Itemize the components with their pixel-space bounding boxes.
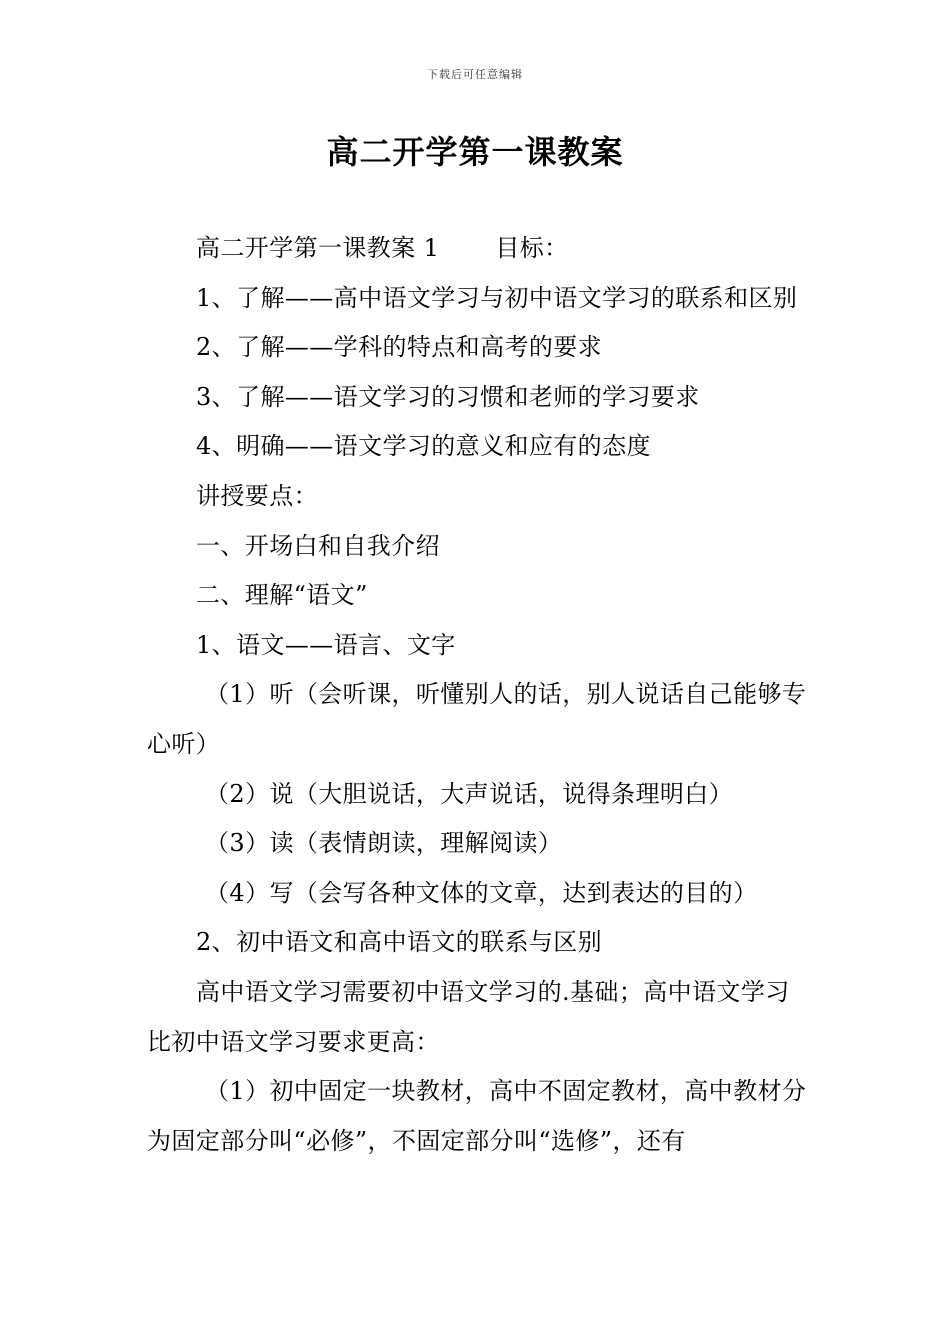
key-points-heading: 讲授要点： <box>196 481 318 510</box>
goal-item-4: 4、明确——语文学习的意义和应有的态度 <box>196 432 651 461</box>
listen-item: （1）听（会听课，听懂别人的话，别人说话自己能够专心听） <box>147 680 807 758</box>
textbook-paragraph: （1）初中固定一块教材，高中不固定教材，高中教材分为固定部分叫“必修”，不固定部分叫“选修”，还有 <box>147 1077 807 1155</box>
header-note: 下载后可任意编辑 <box>427 68 523 81</box>
subsection-2: 2、初中语文和高中语文的联系与区别 <box>196 928 603 957</box>
intro-heading: 高二开学第一课教案 1 <box>196 234 440 262</box>
write-item: （4）写（会写各种文体的文章，达到表达的目的） <box>205 878 758 907</box>
document-body <box>147 224 807 1166</box>
speak-item: （2）说（大胆说话，大声说话，说得条理明白） <box>205 779 734 808</box>
read-item: （3）读（表情朗读，理解阅读） <box>205 829 563 858</box>
foundation-paragraph: 高中语文学习需要初中语文学习的.基础；高中语文学习比初中语文学习要求更高： <box>147 977 790 1056</box>
goal-item-3: 3、了解——语文学习的习惯和老师的学习要求 <box>196 382 700 411</box>
goal-item-2: 2、了解——学科的特点和高考的要求 <box>196 333 603 362</box>
subsection-1: 1、语文——语言、文字 <box>196 630 456 659</box>
document-title: 高二开学第一课教案 <box>326 133 624 171</box>
section-one: 一、开场白和自我介绍 <box>196 531 440 560</box>
goal-label: 目标： <box>495 234 569 262</box>
intro-line <box>147 224 807 274</box>
goal-item-1: 1、了解——高中语文学习与初中语文学习的联系和区别 <box>196 283 798 312</box>
section-two: 二、理解“语文” <box>196 581 368 610</box>
